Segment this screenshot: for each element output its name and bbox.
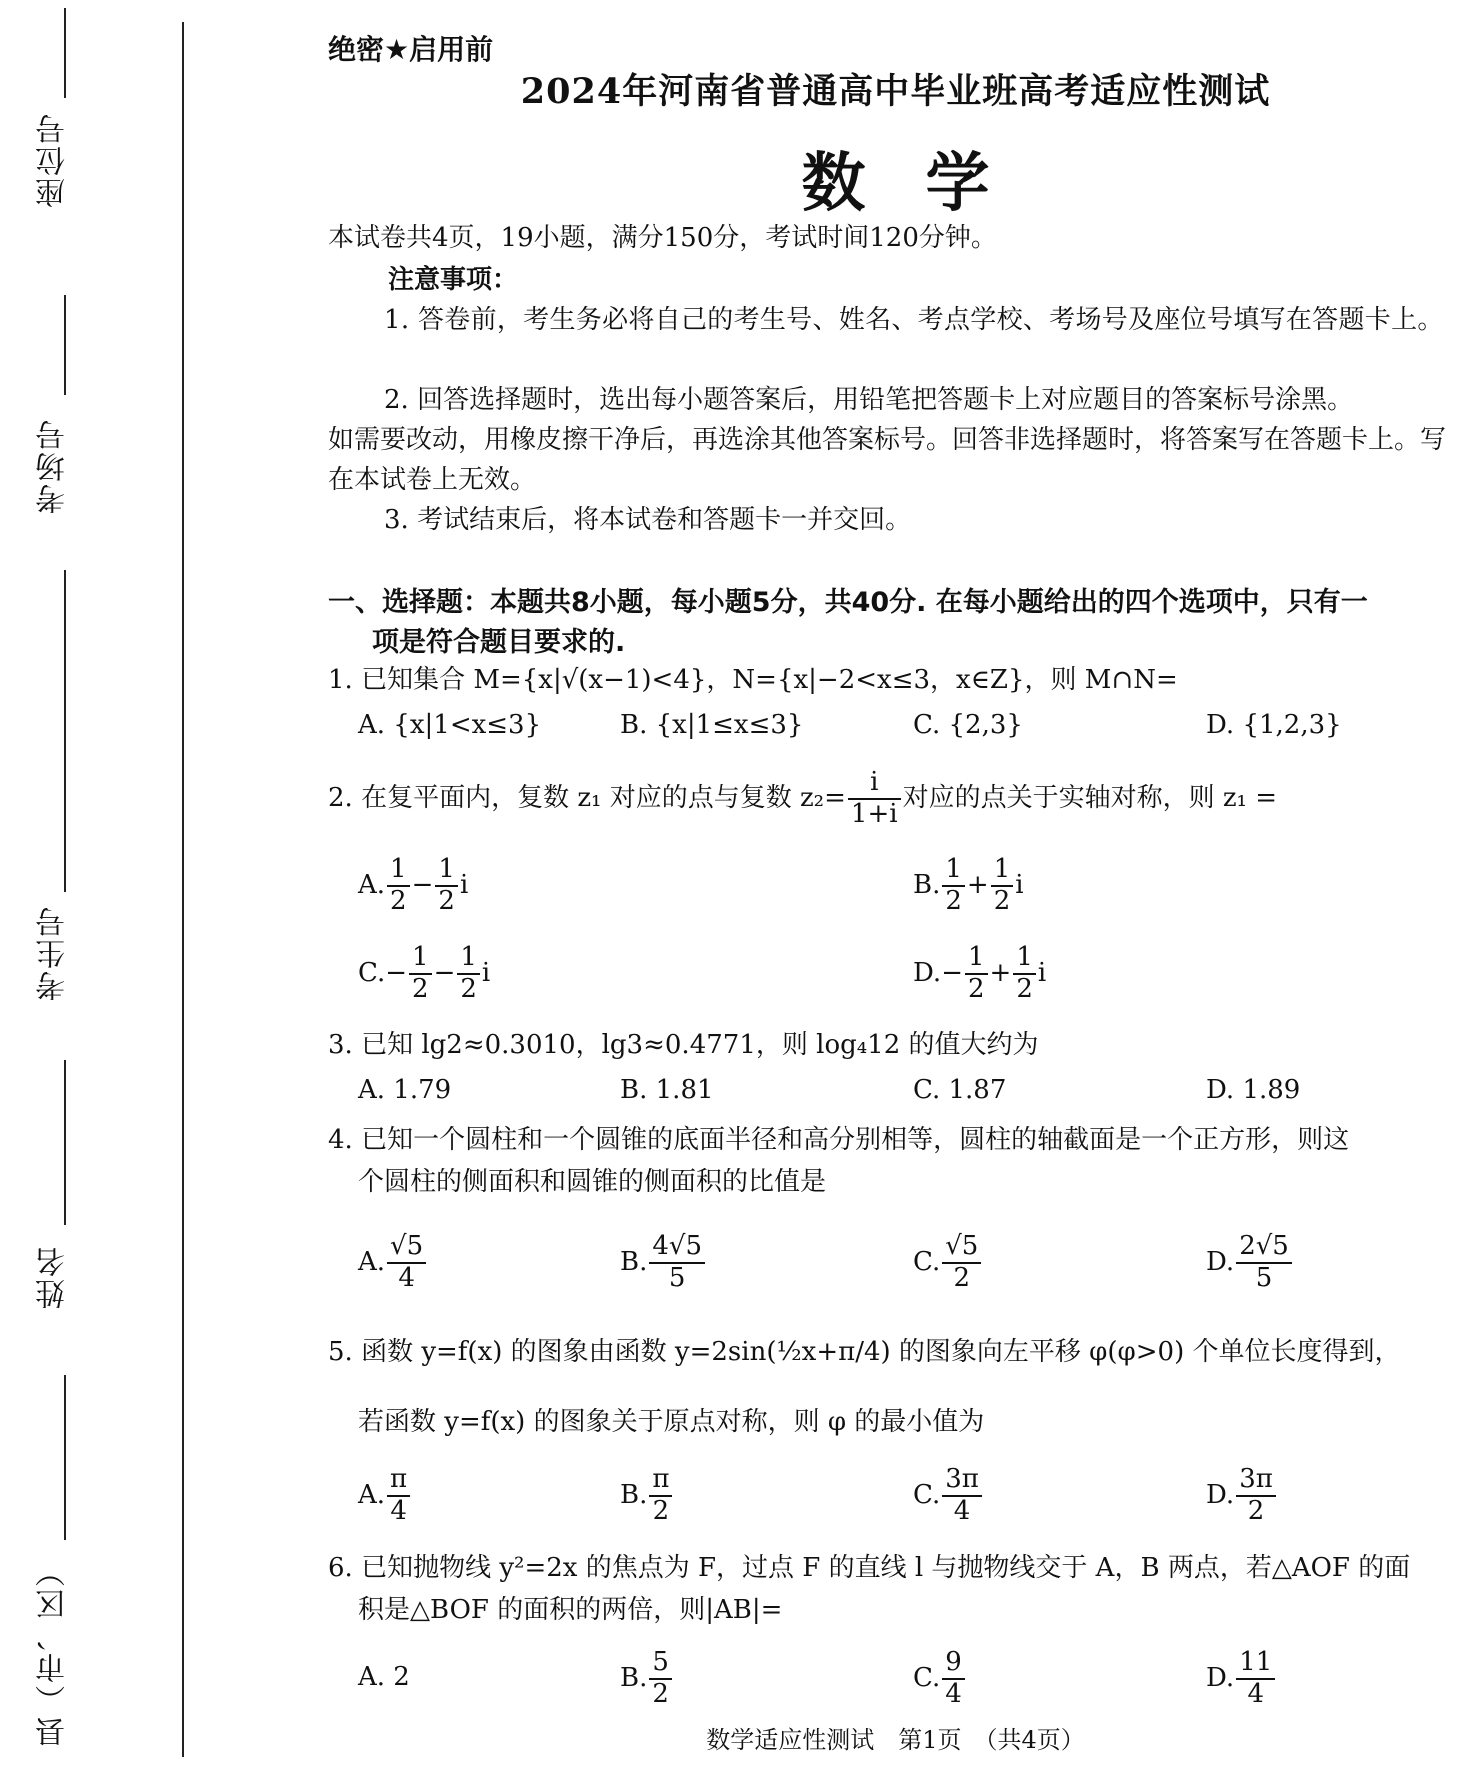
fraction-denominator: 4 bbox=[953, 1495, 971, 1526]
fraction-denominator: 4 bbox=[945, 1678, 962, 1709]
fraction-numerator: π bbox=[649, 1465, 672, 1497]
fraction-denominator: 1+i bbox=[850, 798, 898, 829]
fraction-numerator: 1 bbox=[942, 855, 965, 887]
option-label: D. bbox=[913, 957, 942, 988]
sign: − bbox=[941, 957, 963, 988]
fraction-numerator: π bbox=[387, 1465, 410, 1497]
fraction-numerator: 3π bbox=[1236, 1465, 1276, 1497]
fraction bbox=[649, 1232, 705, 1294]
fraction-numerator: 3π bbox=[942, 1465, 982, 1497]
exam-no-fill-line bbox=[64, 570, 66, 892]
exam-no-label: 考生号 bbox=[36, 905, 71, 1001]
q3-stem: 3. 已知 lg2≈0.3010，lg3≈0.4771，则 log₄12 的值大约为 bbox=[328, 1030, 1039, 1060]
option-label: D. bbox=[1206, 1246, 1235, 1277]
q2-stem-pre: 2. 在复平面内，复数 z₁ 对应的点与复数 z₂= bbox=[328, 782, 846, 813]
fraction-denominator: 2 bbox=[953, 1262, 971, 1293]
fraction bbox=[965, 943, 988, 1005]
fraction bbox=[1236, 1648, 1275, 1710]
notice-item-1: 1. 答卷前，考生务必将自己的考生号、姓名、考点学校、考场号及座位号填写在答题卡上。 bbox=[384, 305, 1444, 335]
binding-margin bbox=[0, 0, 190, 1772]
fraction bbox=[991, 855, 1014, 917]
subject-title: 数学 bbox=[801, 146, 1050, 221]
county-label: 县（市、区） bbox=[36, 1555, 71, 1747]
fraction bbox=[387, 855, 410, 917]
operator: − bbox=[411, 869, 434, 900]
county-fill-line bbox=[64, 1375, 66, 1540]
fraction-denominator: 2 bbox=[1247, 1495, 1265, 1526]
fraction-denominator: 5 bbox=[668, 1262, 686, 1293]
q6-stem-line1: 6. 已知抛物线 y²=2x 的焦点为 F，过点 F 的直线 l 与抛物线交于 A，B 两点，若△AOF 的面 bbox=[328, 1553, 1411, 1583]
fraction bbox=[942, 855, 965, 917]
option-label: D. bbox=[1206, 1662, 1235, 1693]
fraction bbox=[649, 1648, 672, 1710]
notice-item-3: 3. 考试结束后，将本试卷和答题卡一并交回。 bbox=[384, 505, 912, 535]
q3-option-c: C. 1.87 bbox=[913, 1075, 1007, 1105]
q4-option-a bbox=[358, 1232, 428, 1294]
option-label: B. bbox=[620, 1479, 648, 1510]
fraction-denominator: 2 bbox=[993, 885, 1011, 916]
fraction-denominator: 2 bbox=[967, 973, 985, 1004]
fraction bbox=[649, 1465, 672, 1527]
fraction-numerator: i bbox=[848, 768, 901, 800]
fraction-denominator: 5 bbox=[1255, 1262, 1273, 1293]
fraction-numerator: 1 bbox=[409, 943, 432, 975]
q6-stem-line2: 积是△BOF 的面积的两倍，则|AB|= bbox=[358, 1595, 783, 1625]
imaginary-unit: i bbox=[459, 869, 469, 900]
q5-stem-line1: 5. 函数 y=f(x) 的图象由函数 y=2sin(½x+π/4) 的图象向左平移 φ(φ>0) 个单位长度得到， bbox=[328, 1337, 1401, 1367]
exam-title: 2024年河南省普通高中毕业班高考适应性测试 bbox=[520, 71, 1271, 112]
q2-stem-fraction bbox=[848, 768, 901, 830]
q3-option-d: D. 1.89 bbox=[1206, 1075, 1301, 1105]
fraction-numerator: 1 bbox=[991, 855, 1014, 887]
fraction-denominator: 2 bbox=[412, 973, 429, 1004]
fraction-numerator: 5 bbox=[649, 1648, 672, 1680]
q4-option-c bbox=[913, 1232, 983, 1294]
fraction-denominator: 2 bbox=[390, 885, 407, 916]
q2-option-d bbox=[913, 943, 1046, 1005]
fraction bbox=[457, 943, 480, 1005]
q5-option-b bbox=[620, 1465, 674, 1527]
q6-option-a: A. 2 bbox=[358, 1662, 410, 1692]
option-label: A. bbox=[358, 1246, 386, 1277]
imaginary-unit: i bbox=[481, 957, 491, 988]
fraction bbox=[1013, 943, 1036, 1005]
fraction bbox=[435, 855, 458, 917]
notice-item-2b: 如需要改动，用橡皮擦干净后，再选涂其他答案标号。回答非选择题时，将答案写在答题卡上。写在本试卷上无效。 bbox=[328, 425, 1447, 495]
operator: + bbox=[966, 869, 989, 900]
fraction-denominator: 2 bbox=[652, 1495, 670, 1526]
fraction-denominator: 4 bbox=[390, 1495, 407, 1526]
q1-option-b: B. {x|1≤x≤3} bbox=[620, 710, 804, 740]
fraction-numerator: √5 bbox=[387, 1232, 426, 1264]
name-fill-line bbox=[64, 1060, 66, 1225]
fraction-numerator: 1 bbox=[965, 943, 988, 975]
q4-stem-line2: 个圆柱的侧面积和圆锥的侧面积的比值是 bbox=[358, 1167, 827, 1197]
fraction bbox=[942, 1232, 981, 1294]
option-label: B. bbox=[913, 869, 941, 900]
fraction-denominator: 4 bbox=[398, 1262, 415, 1293]
fraction bbox=[1236, 1232, 1292, 1294]
option-label: C. bbox=[913, 1662, 941, 1693]
fraction bbox=[387, 1232, 426, 1294]
q1-option-a: A. {x|1<x≤3} bbox=[358, 710, 542, 740]
option-label: C. bbox=[913, 1479, 941, 1510]
section-1-heading-cont: 项是符合题目要求的. bbox=[372, 627, 626, 658]
q3-option-b: B. 1.81 bbox=[620, 1075, 714, 1105]
exam-page bbox=[328, 0, 1463, 1772]
q2-stem bbox=[328, 768, 1463, 830]
binding-line bbox=[182, 22, 184, 1757]
q5-option-d bbox=[1206, 1465, 1278, 1527]
fraction-numerator: 4√5 bbox=[649, 1232, 705, 1264]
fraction-numerator: 1 bbox=[1013, 943, 1036, 975]
fraction-denominator: 4 bbox=[1247, 1678, 1264, 1709]
fraction bbox=[409, 943, 432, 1005]
option-label: B. bbox=[620, 1662, 648, 1693]
notice-heading: 注意事项： bbox=[388, 265, 519, 295]
room-label: 考场号 bbox=[36, 418, 71, 514]
q1-stem: 1. 已知集合 M={x|√(x−1)<4}，N={x|−2<x≤3，x∈Z}，则 M∩N= bbox=[328, 665, 1178, 695]
fraction-denominator: 2 bbox=[438, 885, 455, 916]
imaginary-unit: i bbox=[1037, 957, 1047, 988]
q2-option-a bbox=[358, 855, 468, 917]
option-label: C. bbox=[913, 1246, 941, 1277]
option-label: B. bbox=[620, 1246, 648, 1277]
secret-mark: 绝密★启用前 bbox=[328, 33, 494, 66]
q5-stem-line2: 若函数 y=f(x) 的图象关于原点对称，则 φ 的最小值为 bbox=[358, 1407, 985, 1437]
fraction-denominator: 2 bbox=[1016, 973, 1033, 1004]
option-label: A. bbox=[358, 1479, 386, 1510]
intro-text: 本试卷共4页，19小题，满分150分，考试时间120分钟。 bbox=[328, 223, 997, 253]
q3-option-a: A. 1.79 bbox=[358, 1075, 452, 1105]
q2-stem-post: 对应的点关于实轴对称，则 z₁ = bbox=[902, 782, 1277, 813]
fraction-denominator: 2 bbox=[652, 1678, 669, 1709]
imaginary-unit: i bbox=[1015, 869, 1024, 900]
q6-option-c bbox=[913, 1648, 967, 1710]
fraction-numerator: 11 bbox=[1236, 1648, 1275, 1680]
q6-option-d bbox=[1206, 1648, 1277, 1710]
operator: + bbox=[989, 957, 1012, 988]
fraction-numerator: 2√5 bbox=[1236, 1232, 1292, 1264]
sign: − bbox=[385, 957, 408, 988]
operator: − bbox=[433, 957, 456, 988]
page-footer: 数学适应性测试 第1页 （共4页） bbox=[706, 1726, 1085, 1754]
q1-option-d: D. {1,2,3} bbox=[1206, 710, 1342, 740]
option-label: D. bbox=[1206, 1479, 1235, 1510]
q4-option-d bbox=[1206, 1232, 1294, 1294]
option-label: C. bbox=[358, 957, 386, 988]
fraction-numerator: 1 bbox=[457, 943, 480, 975]
q2-option-c bbox=[358, 943, 490, 1005]
seat-label: 座位号 bbox=[36, 112, 71, 208]
q5-option-a bbox=[358, 1465, 412, 1527]
section-1-heading: 一、选择题：本题共8小题，每小题5分，共40分. 在每小题给出的四个选项中，只有一 bbox=[328, 587, 1368, 618]
fraction bbox=[942, 1465, 982, 1527]
fraction bbox=[387, 1465, 410, 1527]
q6-option-b bbox=[620, 1648, 674, 1710]
q1-option-c: C. {2,3} bbox=[913, 710, 1023, 740]
fraction-numerator: 1 bbox=[435, 855, 458, 887]
fraction bbox=[942, 1648, 965, 1710]
fraction-denominator: 2 bbox=[945, 885, 962, 916]
fraction-denominator: 2 bbox=[460, 973, 477, 1004]
q4-option-b bbox=[620, 1232, 707, 1294]
fraction-numerator: √5 bbox=[942, 1232, 981, 1264]
option-label: A. bbox=[358, 869, 386, 900]
fraction bbox=[1236, 1465, 1276, 1527]
fraction-numerator: 9 bbox=[942, 1648, 965, 1680]
seat-fill-line bbox=[64, 8, 66, 98]
room-fill-line bbox=[64, 295, 66, 395]
q5-option-c bbox=[913, 1465, 984, 1527]
q4-stem-line1: 4. 已知一个圆柱和一个圆锥的底面半径和高分别相等，圆柱的轴截面是一个正方形，则这 bbox=[328, 1125, 1350, 1155]
name-label: 姓名 bbox=[36, 1245, 71, 1309]
notice-item-2a: 2. 回答选择题时，选出每小题答案后，用铅笔把答题卡上对应题目的答案标号涂黑。 bbox=[384, 385, 1354, 415]
fraction-numerator: 1 bbox=[387, 855, 410, 887]
q2-option-b bbox=[913, 855, 1024, 917]
